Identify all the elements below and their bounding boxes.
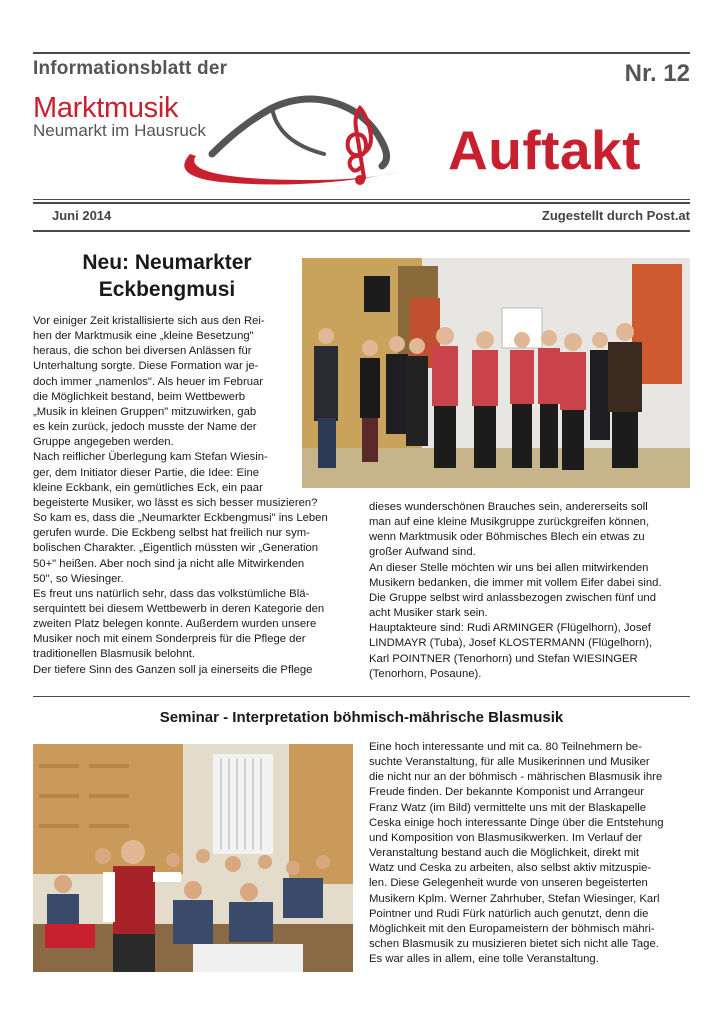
brand-name: Marktmusik — [33, 92, 179, 124]
text-line: LINDMAYR (Tuba), Josef KLOSTERMANN (Flügelhorn), — [369, 637, 653, 650]
text-line: Möglichkeit mit den Europameistern der böhmisch mähri- — [369, 922, 655, 935]
text-line: Franz Watz (im Bild) vermittelte uns mit der Blaskapelle — [369, 801, 647, 814]
text-line: Freude finden. Der bekannte Komponist und Arrangeur — [369, 786, 645, 799]
brand-subtitle: Neumarkt im Hausruck — [33, 121, 206, 140]
text-line: ger, dem Initiator dieser Partie, die Idee: Eine — [33, 466, 260, 479]
top-rule — [33, 52, 690, 54]
issue-date: Juni 2014 — [52, 208, 112, 223]
hat-with-treble-clef-icon — [160, 84, 450, 194]
text-line: serquintett bei diesem Wettbewerb in deren Kategorie den — [33, 602, 325, 615]
article-headline: Seminar - Interpretation böhmisch-mährische Blasmusik — [159, 709, 564, 726]
text-line: heraus, die schon bei diversen Anlässen für — [33, 345, 252, 358]
text-line: suchte Veranstaltung, für alle Musikerinnen und Musiker — [369, 756, 650, 769]
text-line: hen der Marktmusik eine „kleine Besetzung" — [33, 330, 254, 343]
text-line: Nach reiflicher Überlegung kam Stefan Wiesin- — [33, 451, 268, 464]
article-column — [33, 314, 355, 678]
seminar-conductor-photo-icon — [33, 744, 353, 972]
article-column — [369, 500, 691, 682]
text-line: Gruppe angegeben werden. — [33, 436, 174, 449]
headline-line: Neu: Neumarkter — [82, 251, 252, 274]
date-bar-rule — [33, 230, 690, 232]
text-line: die Möglichkeit bestand, beim Wettbewerb — [33, 390, 246, 403]
text-line: großer Aufwand sind. — [369, 546, 476, 559]
text-line: Karl POINTNER (Tenorhorn) und Stefan WIESINGER — [369, 652, 638, 665]
text-line: So kam es, dass die „Neumarkter Eckbengmusi" ins Leben — [33, 512, 328, 525]
text-line: 50", so Wiesinger. — [33, 572, 124, 585]
article-column — [369, 740, 691, 967]
text-line: schen Blasmusik zu musizieren bietet sich nicht alle Tage. — [369, 938, 659, 951]
text-line: (Tenorhorn, Posaune). — [369, 667, 482, 680]
text-line: bolischen Charakter. „Eigentlich müssten wir „Generation — [33, 542, 319, 555]
text-line: Die Gruppe selbst wird anlassbezogen zwischen fünf und — [369, 591, 656, 604]
text-line: die nicht nur an der böhmisch - mährischen Blasmusik ihre — [369, 771, 663, 784]
text-line: acht Musiker stark sein. — [369, 607, 488, 620]
text-line: Musikern bedanken, die immer mit vollem Eifer dabei sind. — [369, 576, 662, 589]
text-line: traditionellen Blasmusik belohnt. — [33, 648, 196, 661]
text-line: Musikern Kplm. Werner Zahrhuber, Stefan Wiesinger, Karl — [369, 892, 660, 905]
text-line: dieses wunderschönen Brauches sein, andererseits soll — [369, 501, 648, 513]
text-line: zweiten Platz belegen konnte. Außerdem wurden unsere — [33, 618, 317, 631]
text-line: Vor einiger Zeit kristallisierte sich aus den Rei- — [33, 315, 265, 327]
group-photo-musicians-icon — [302, 258, 690, 488]
text-line: „Musik in kleinen Gruppen" mitzuwirken, gab — [33, 405, 257, 418]
masthead-title: Informationsblatt der — [33, 58, 228, 79]
text-line: kleine Eckbank, ein gemütliches Eck, ein paar — [33, 481, 263, 494]
text-line: len. Diese Gelegenheit wurde von unseren begeisterten — [369, 877, 648, 890]
text-line: Eine hoch interessante und mit ca. 80 Teilnehmern be- — [369, 741, 642, 753]
text-line: Es freut uns natürlich sehr, dass das volkstümliche Blä- — [33, 587, 310, 600]
text-line: und Komposition von Blasmusikwerken. Im Verlauf der — [369, 831, 643, 844]
text-line: Musiker noch mit einem Sonderpreis für die Pflege der — [33, 633, 306, 646]
text-line: 50+" heißen. Aber noch sind ja nicht alle Mitwirkenden — [33, 557, 305, 570]
text-line: Watz und Ceska zu arbeiten, also selbst aktiv mitzuspie- — [369, 862, 652, 875]
text-line: Pointner und Rudi Fürk natürlich auch genutzt, denn die — [369, 907, 649, 920]
delivery-note: Zugestellt durch Post.at — [541, 208, 690, 223]
text-line: wenn Marktmusik oder Böhmisches Blech ein etwas zu — [369, 531, 645, 544]
headline-line: Eckbengmusi — [98, 278, 236, 301]
text-line: Der tiefere Sinn des Ganzen soll ja einerseits die Pflege — [33, 663, 313, 676]
text-line: man auf eine kleine Musikgruppe zurückgreifen können, — [369, 516, 650, 529]
text-line: gerufen wurde. Die Eckbeng selbst hat freilich nur sym- — [33, 527, 310, 540]
text-line: Veranstaltung bestand auch die Möglichkeit, direkt mit — [369, 847, 640, 860]
brand-title: Auftakt — [448, 119, 641, 181]
text-line: begeisterte Musiker, wo lässt es sich besser musizieren? — [33, 496, 318, 509]
header-divider-rule — [33, 199, 690, 200]
header-divider-rule-thick — [33, 202, 690, 204]
text-line: es kein zurück, jedoch musste der Name der — [33, 421, 257, 434]
issue-number: Nr. 12 — [624, 60, 690, 87]
text-line: An dieser Stelle möchten wir uns bei allen mitwirkenden — [369, 561, 649, 574]
article-divider-rule — [33, 696, 690, 697]
text-line: Ceska einige hoch interessante Dinge über die Entstehung — [369, 816, 664, 829]
text-line: Hauptakteure sind: Rudi ARMINGER (Flügelhorn), Josef — [369, 622, 651, 635]
text-line: doch immer „namenlos". Als heuer im Februar — [33, 375, 264, 388]
text-line: Unterhaltung sorgte. Diese Formation war je- — [33, 360, 259, 373]
text-line: Es war alles in allem, eine tolle Veranstaltung. — [369, 953, 599, 966]
article-headline — [33, 249, 301, 303]
